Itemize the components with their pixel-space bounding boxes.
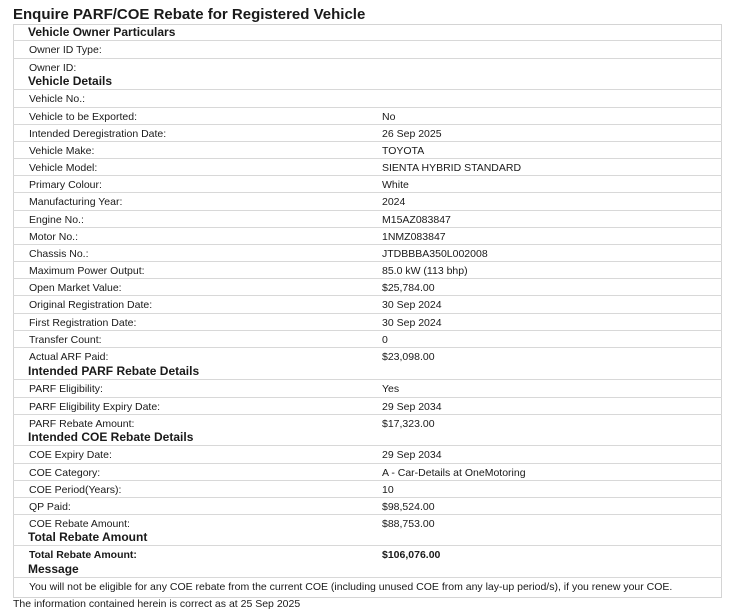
row-primary-colour [13, 175, 722, 192]
field-value: SIENTA HYBRID STANDARD [382, 162, 522, 174]
field-label: Manufacturing Year: [29, 196, 123, 208]
row-actual-arf [13, 347, 722, 364]
row-original-reg-date [13, 295, 722, 313]
row-coe-category [13, 463, 722, 480]
row-parf-expiry [13, 397, 722, 414]
section-total-header [13, 529, 722, 545]
section-vehicle-header [13, 73, 722, 89]
field-value: A - Car-Details at OneMotoring [382, 467, 526, 479]
field-label: COE Rebate Amount: [29, 518, 130, 530]
field-label: QP Paid: [29, 501, 71, 513]
field-label: Engine No.: [29, 214, 84, 226]
row-vehicle-model [13, 158, 722, 175]
row-parf-eligibility [13, 379, 722, 397]
field-label: Original Registration Date: [29, 299, 153, 311]
field-label: Vehicle Make: [29, 145, 95, 157]
row-first-reg-date [13, 313, 722, 330]
field-label: Intended Deregistration Date: [29, 128, 167, 140]
field-value: $98,524.00 [382, 501, 435, 513]
field-value: 2024 [382, 196, 406, 208]
section-title: Vehicle Details [28, 74, 113, 88]
row-coe-expiry [13, 445, 722, 463]
row-vehicle-make [13, 141, 722, 158]
field-value: $106,076.00 [382, 549, 441, 561]
field-value: 30 Sep 2024 [382, 317, 442, 329]
field-label: PARF Eligibility Expiry Date: [29, 401, 161, 413]
section-owner-header [13, 24, 722, 40]
field-label: Motor No.: [29, 231, 79, 243]
row-omv [13, 278, 722, 295]
row-message [13, 577, 722, 598]
field-value: 0 [382, 334, 388, 346]
field-label: PARF Eligibility: [29, 383, 103, 395]
row-coe-period [13, 480, 722, 497]
section-title: Vehicle Owner Particulars [28, 25, 176, 39]
section-parf-header [13, 363, 722, 379]
row-max-power [13, 261, 722, 278]
field-label: COE Expiry Date: [29, 449, 112, 461]
section-message-header [13, 561, 722, 577]
field-value: $23,098.00 [382, 351, 435, 363]
field-label: Open Market Value: [29, 282, 122, 294]
page-title: Enquire PARF/COE Rebate for Registered Vehicle [13, 6, 366, 23]
field-value: 29 Sep 2034 [382, 401, 442, 413]
row-manufacturing-year [13, 192, 722, 210]
message-text: You will not be eligible for any COE rebate from the current COE (including unused COE from any lay-up period/s), if you renew your COE. [29, 581, 673, 593]
field-label: Vehicle to be Exported: [29, 111, 137, 123]
field-value: 1NMZ083847 [382, 231, 446, 243]
field-label: Vehicle No.: [29, 93, 86, 105]
field-label: Vehicle Model: [29, 162, 98, 174]
section-title: Intended PARF Rebate Details [28, 364, 200, 378]
row-owner-id [13, 58, 722, 74]
field-label: Total Rebate Amount: [29, 549, 137, 561]
field-value: 29 Sep 2034 [382, 449, 442, 461]
section-coe-header [13, 429, 722, 445]
field-label: Maximum Power Output: [29, 265, 145, 277]
row-vehicle-no [13, 89, 722, 107]
field-value: TOYOTA [382, 145, 425, 157]
section-title: Message [28, 562, 79, 576]
field-value: $88,753.00 [382, 518, 435, 530]
field-label: Primary Colour: [29, 179, 102, 191]
row-qp-paid [13, 497, 722, 514]
field-label: Actual ARF Paid: [29, 351, 109, 363]
field-label: Owner ID Type: [29, 44, 102, 56]
field-value: 26 Sep 2025 [382, 128, 442, 140]
field-label: PARF Rebate Amount: [29, 418, 135, 430]
field-label: COE Category: [29, 467, 101, 479]
footer-note: The information contained herein is correct as at 25 Sep 2025 [13, 598, 301, 610]
field-label: Chassis No.: [29, 248, 89, 260]
field-label: Owner ID: [29, 62, 77, 74]
row-coe-amount [13, 514, 722, 530]
row-total-rebate [13, 545, 722, 562]
row-chassis-no [13, 244, 722, 261]
row-motor-no [13, 227, 722, 244]
field-label: First Registration Date: [29, 317, 137, 329]
field-value: $17,323.00 [382, 418, 435, 430]
row-owner-id-type [13, 40, 722, 58]
field-value: 85.0 kW (113 bhp) [382, 265, 468, 277]
row-vehicle-exported [13, 107, 722, 124]
field-value: White [382, 179, 409, 191]
row-engine-no [13, 210, 722, 227]
row-dereg-date [13, 124, 722, 141]
row-parf-amount [13, 414, 722, 430]
field-value: JTDBBBA350L002008 [382, 248, 488, 260]
field-value: 10 [382, 484, 394, 496]
field-label: Transfer Count: [29, 334, 102, 346]
field-value: 30 Sep 2024 [382, 299, 442, 311]
field-value: M15AZ083847 [382, 214, 451, 226]
field-value: $25,784.00 [382, 282, 435, 294]
section-title: Intended COE Rebate Details [28, 430, 194, 444]
field-label: COE Period(Years): [29, 484, 122, 496]
row-transfer-count [13, 330, 722, 347]
section-title: Total Rebate Amount [28, 530, 148, 544]
field-value: Yes [382, 383, 400, 395]
field-value: No [382, 111, 396, 123]
